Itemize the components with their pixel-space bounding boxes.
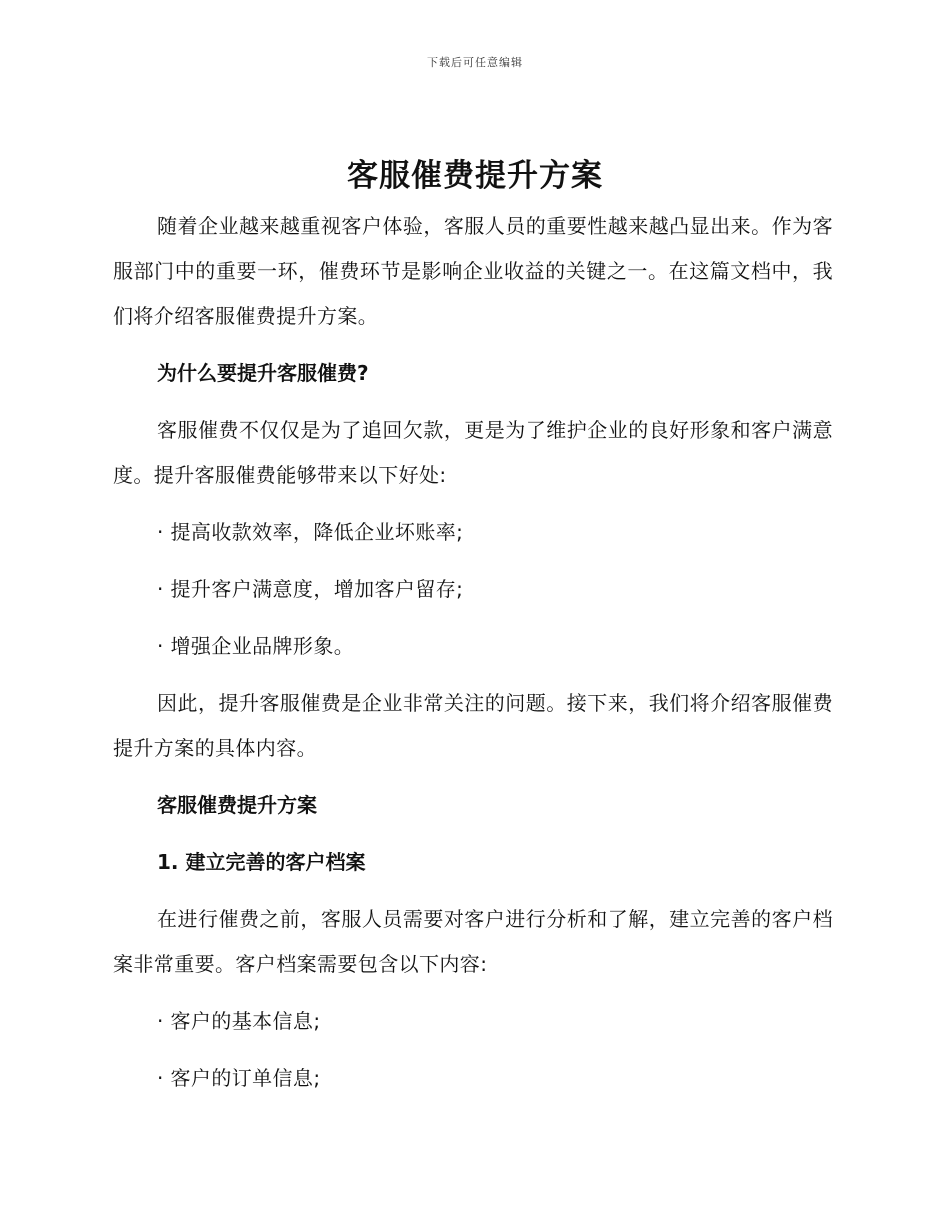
intro-paragraph: 随着企业越来越重视客户体验，客服人员的重要性越来越凸显出来。作为客服部门中的重要一环，催费环节是影响企业收益的关键之一。在这篇文档中，我们将介绍客服催费提升方案。 xyxy=(113,214,833,328)
subsection-heading-1: 1. 建立完善的客户档案 xyxy=(157,850,366,874)
list-item: · 增强企业品牌形象。 xyxy=(157,634,355,658)
subsection1-paragraph: 在进行催费之前，客服人员需要对客户进行分析和了解，建立完善的客户档案非常重要。客户档案需要包含以下内容: xyxy=(113,907,833,976)
document-body xyxy=(113,204,833,1101)
list-item: · 提升客户满意度，增加客户留存; xyxy=(157,577,464,601)
section-heading-plan: 客服催费提升方案 xyxy=(157,793,317,817)
list-item: · 提高收款效率，降低企业坏账率; xyxy=(157,520,464,544)
section1-closing-paragraph: 因此，提升客服催费是企业非常关注的问题。接下来，我们将介绍客服催费提升方案的具体内容。 xyxy=(113,691,833,760)
list-item: · 客户的基本信息; xyxy=(157,1009,321,1033)
page-title: 客服催费提升方案 xyxy=(347,158,603,194)
section1-paragraph: 客服催费不仅仅是为了追回欠款，更是为了维护企业的良好形象和客户满意度。提升客服催费能够带来以下好处: xyxy=(113,418,833,487)
header-note: 下载后可任意编辑 xyxy=(427,56,523,69)
section-heading-why: 为什么要提升客服催费? xyxy=(157,361,369,385)
list-item: · 客户的订单信息; xyxy=(157,1066,321,1090)
